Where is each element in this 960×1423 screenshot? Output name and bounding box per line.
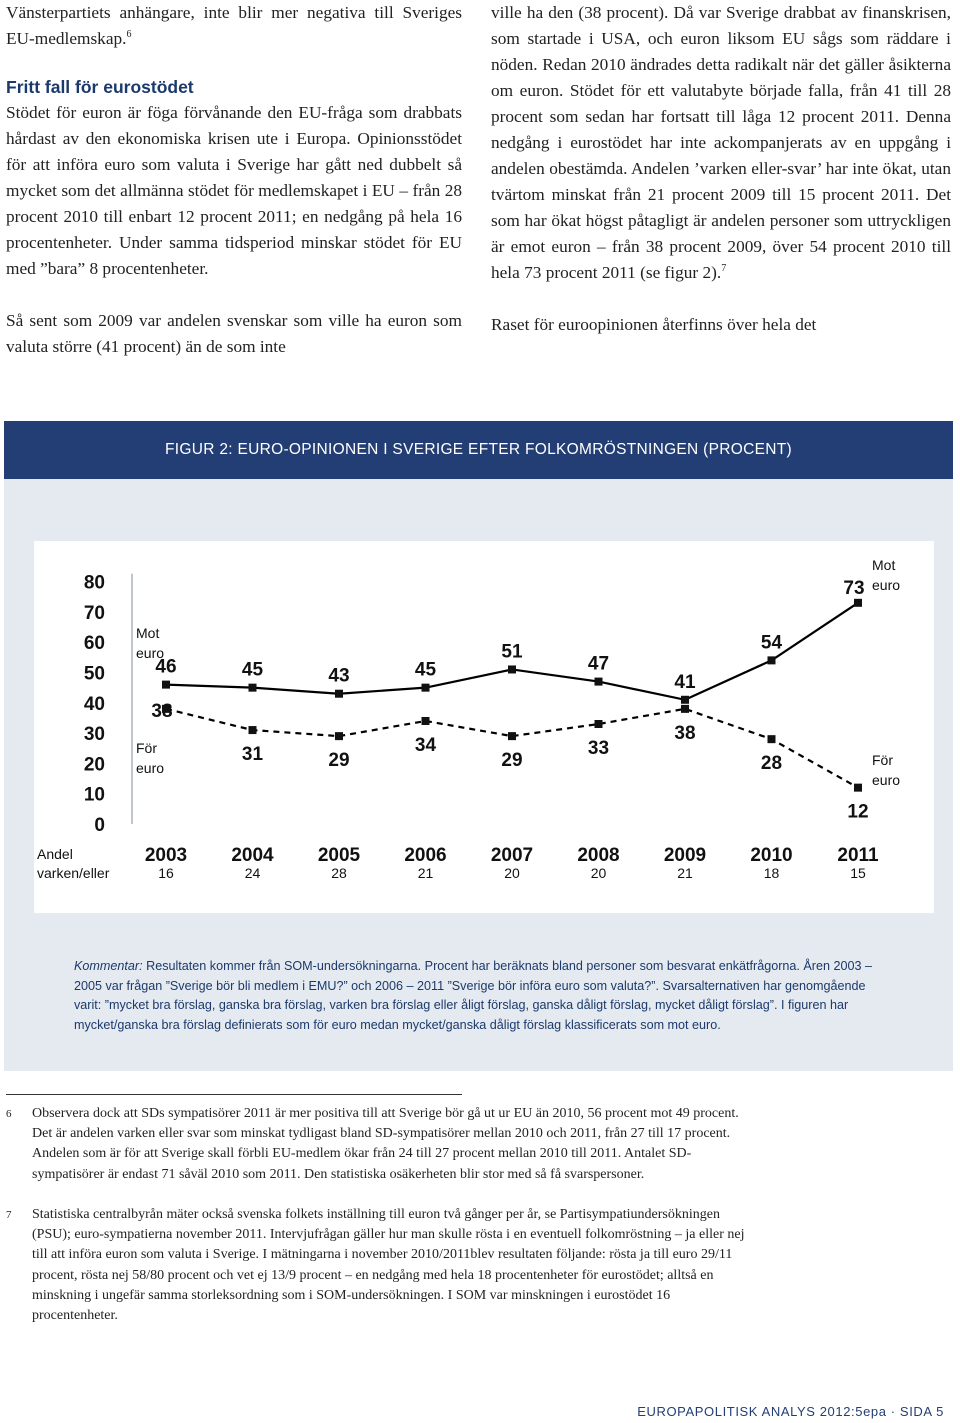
value-label-mot-euro: 73 [843,577,865,599]
figure-title: FIGUR 2: EURO-OPINIONEN I SVERIGE EFTER FOLKOMRÖSTNINGEN (PROCENT) [4,421,953,479]
series-label-for-right: För [872,752,893,768]
value-label-for-euro: 31 [241,744,264,766]
data-point [508,665,516,673]
varken-eller-value: 24 [244,865,261,881]
value-label-for-euro: 38 [674,722,696,744]
varken-eller-value: 15 [850,865,866,881]
value-label-mot-euro: 45 [241,659,264,681]
value-label-for-euro: 29 [501,750,523,772]
data-point [249,726,257,734]
x-tick-label: 2006 [404,845,447,866]
series-label-mot-right: Mot [872,557,896,573]
varken-eller-value: 20 [504,865,520,881]
value-label-mot-euro: 43 [328,665,350,687]
series-label-for-left: För [136,740,157,756]
left-paragraph-2: Stödet för euron är föga förvånande den EU-fråga som drabbats hårdast av den ekonomiska krisen ute i Europa. Opinionsstödet för att införa euro som valuta i Sverige har gått ned dubbelt så mycket som det allmänna stödet för medlemskapet i EU – från 28 procent 2010 till enbart 12 procent 2011; en nedgång på hela 16 procentenheter. Under samma tidsperiod minskar stödet för EU med ”bara” 8 procentenheter. [6,103,462,278]
comment-label: Kommentar: [74,959,143,973]
data-point [681,696,689,704]
series-label-for-left-2: euro [136,760,165,776]
footnote-text: Statistiska centralbyrån mäter också svenska folkets inställning till euron två gånger per år, se Partisympatiundersökningen (PSU); euro-sympatierna november 2011. Intervjufrågan gäller hur man skulle rösta i en eventuell folkomröstning – ja eller nej till att införa euron som valuta i Sverige. I mätningarna i november 2010/2011blev resultaten följande: rösta ja till euro 29/11 procent, rösta nej 58/80 procent och vet ej 13/9 procent – en nedgång med hela 18 procentenheter för eurostödet; alltså en minskning i ungefär samma storleksordning som i SOM-undersökningen. I SOM var minskningen i eurostödet 16 procentenheter. [32,1207,745,1324]
value-label-for-euro: 34 [414,734,437,756]
left-text-column [6,0,462,360]
series-label-for-right-2: euro [872,772,901,788]
series-label-mot-left: Mot [136,625,160,641]
series-label-mot-left-2: euro [136,645,165,661]
figure-comment [74,957,894,1035]
y-tick-label: 50 [83,663,105,685]
y-tick-label: 0 [94,815,105,836]
varken-eller-value: 21 [677,865,693,881]
data-point [854,599,862,607]
value-label-mot-euro: 54 [760,632,783,654]
value-label-mot-euro: 47 [587,653,610,675]
value-label-mot-euro: 41 [674,671,696,693]
footnote-number: 6 [6,1108,12,1120]
footnote-text: Observera dock att SDs sympatisörer 2011 är mer positiva till att Sverige bör gå ut ur EU än 2010, 56 procent mot 49 procent. Det är andelen varken eller svar som minskat tydligast bland SD-sympatisörer mellan 2010 och 2011, från 27 till 17 procent. Andelen som är för att Sverige skall förbli EU-medlem ökar från 24 till 27 procent mellan 2010 till 2011. Antalet SD-sympatisörer är endast 71 såväl 2010 som 2011. Den statistiska osäkerheten blir stor med så få svarspersoner. [32,1106,739,1182]
value-label-mot-euro: 46 [155,656,177,678]
figure-2 [4,421,953,1071]
right-paragraph-2: Raset för euroopinionen återfinns över hela det [491,315,817,334]
varken-eller-value: 16 [158,865,174,881]
y-tick-label: 30 [83,724,105,746]
data-point [249,684,257,692]
x-tick-label: 2010 [750,845,793,866]
varken-eller-value: 20 [590,865,607,881]
value-label-for-euro: 29 [328,750,350,772]
varken-eller-value: 21 [417,865,434,881]
y-tick-label: 80 [83,572,105,594]
right-paragraph-1: ville ha den (38 procent). Då var Sverige drabbat av finanskrisen, som startade i USA, och euron liksom EU sågs som räddare i nöden. Redan 2010 ändrades detta radikalt när det gäller åsikterna om euron. Stödet för ett valutabyte började falla, från 41 till 28 procent som sedan har fortsatt till låga 12 procent 2011. Denna nedgång i eurostödet har inte ackompanjerats av en uppgång i andelen obestämda. Andelen ’varken eller-svar’ har inte ökat, utan tvärtom minskat från 21 procent 2009 till 15 procent 2011. Det som har ökat högst påtagligt är andelen personer som uttryckligen är emot euron – från 38 procent 2009, över 54 procent 2010 till hela 73 procent 2011 (se figur 2).$^7$ [491,3,951,282]
left-paragraph-3: Så sent som 2009 var andelen svenskar som ville ha euron som valuta större (41 procent) än de som inte [6,311,462,356]
data-point [595,720,603,728]
page-footer: EUROPAPOLITISK ANALYS 2012:5epa · SIDA 5 [637,1404,944,1419]
data-point [768,656,776,664]
footnote-ref-6[interactable]: 6 [126,29,132,40]
row-label-line-2: varken/eller [37,865,110,881]
data-point [768,735,776,743]
value-label-mot-euro: 51 [501,641,523,663]
y-tick-label: 40 [83,693,105,715]
footnote-7 [6,1205,746,1326]
series-line-for-euro [166,709,858,788]
x-tick-label: 2003 [144,845,188,866]
y-tick-label: 10 [83,784,105,806]
left-paragraph-1: Vänsterpartiets anhängare, inte blir mer negativa till Sveriges EU-medlemskap.$^6$ [6,3,462,48]
y-tick-label: 70 [83,602,105,624]
footnote-6 [6,1104,746,1185]
data-point [595,678,603,686]
section-heading: Fritt fall för eurostödet [6,77,194,97]
varken-eller-value: 18 [763,865,780,881]
value-label-for-euro: 33 [587,738,610,760]
footnote-divider [6,1094,462,1095]
x-tick-label: 2009 [663,845,707,866]
y-tick-label: 20 [83,754,105,776]
data-point [335,732,343,740]
data-point [681,705,689,713]
x-tick-label: 2004 [231,845,274,866]
footnote-number: 7 [6,1209,12,1221]
x-tick-label: 2011 [837,845,879,866]
value-label-for-euro: 38 [151,700,173,722]
value-label-mot-euro: 45 [414,659,437,681]
line-chart [34,541,934,913]
data-point [422,684,430,692]
value-label-for-euro: 12 [847,801,869,823]
data-point [335,690,343,698]
value-label-for-euro: 28 [760,753,783,775]
varken-eller-value: 28 [331,865,347,881]
data-point [508,732,516,740]
x-tick-label: 2007 [490,845,534,866]
data-point [422,717,430,725]
x-tick-label: 2008 [577,845,620,866]
data-point [162,681,170,689]
row-label-line-1: Andel [37,846,73,862]
chart-area [34,541,934,913]
y-tick-label: 60 [83,633,105,655]
series-label-mot-right-2: euro [872,577,901,593]
footnote-ref-7[interactable]: 7 [721,263,727,274]
right-text-column [491,0,951,338]
x-tick-label: 2005 [317,845,361,866]
data-point [854,784,862,792]
comment-text: Resultaten kommer från SOM-undersökningarna. Procent har beräknats bland personer som besvarat enkätfrågorna. Åren 2003 – 2005 var frågan ”Sverige bör bli medlem i EMU?” och 2006 – 2011 ”Sverige bör införa euro som valuta?”. Svarsalternativen har genomgående varit: ”mycket bra förslag, ganska bra förslag, varken bra förslag eller åligt förslag, ganska dåligt förslag, mycket dåligt förslag”. I figuren har mycket/ganska bra förslag definierats som för euro medan mycket/ganska dåligt förslag klassificerats som mot euro. [74,959,873,1032]
